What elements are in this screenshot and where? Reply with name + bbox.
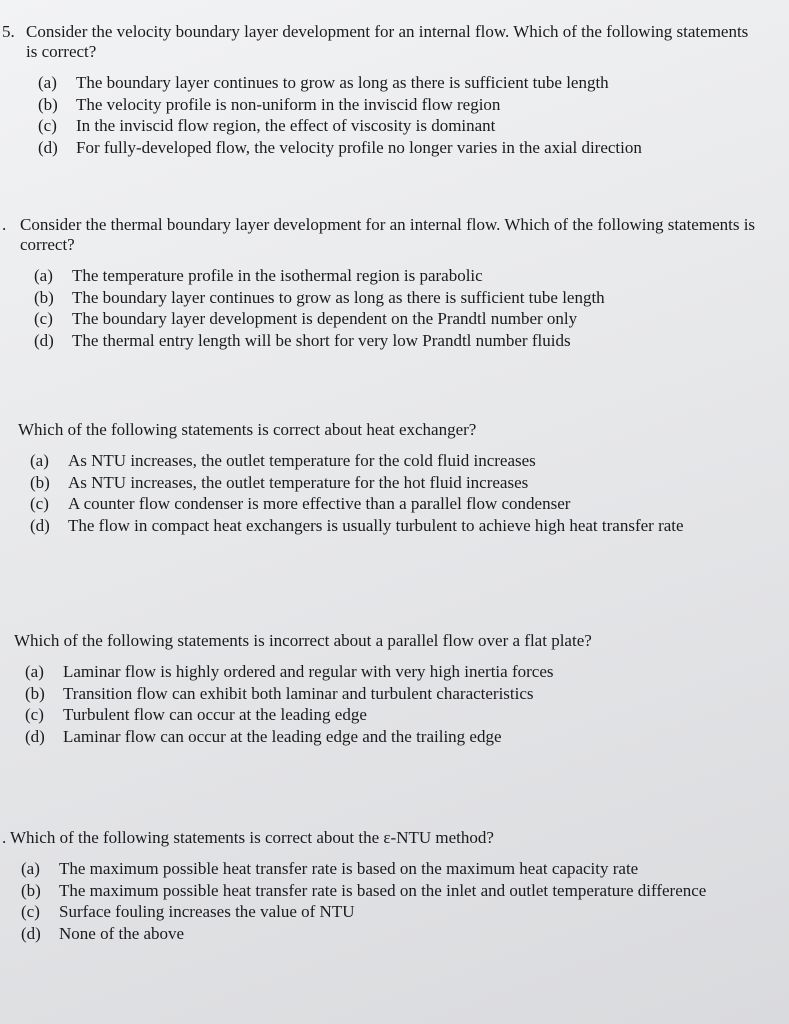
option-c (25, 704, 760, 726)
option-c (21, 901, 760, 923)
question-e-ntu-method (0, 828, 760, 944)
option-label: (b) (21, 880, 41, 900)
option-a (30, 450, 760, 472)
option-text: The velocity profile is non-uniform in the inviscid flow region (76, 94, 501, 114)
option-label: (c) (25, 705, 44, 724)
option-label: (b) (25, 683, 45, 703)
option-text: Laminar flow is highly ordered and regular with very high inertia forces (63, 662, 554, 681)
option-text: The thermal entry length will be short for very low Prandtl number fluids (72, 330, 571, 350)
option-a (25, 661, 760, 683)
option-text: The maximum possible heat transfer rate is based on the inlet and outlet temperature difference (59, 880, 707, 900)
option-label: (a) (21, 859, 40, 878)
question-velocity-boundary-layer (0, 22, 760, 158)
option-label: (b) (38, 94, 58, 114)
option-text: Surface fouling increases the value of NTU (59, 902, 355, 921)
option-label: (d) (34, 330, 54, 350)
option-text: Turbulent flow can occur at the leading edge (63, 705, 367, 724)
question-number: . (2, 828, 7, 847)
option-text: Laminar flow can occur at the leading edge and the trailing edge (63, 726, 502, 746)
question-number: 5. (2, 22, 15, 41)
option-text: The boundary layer continues to grow as long as there is sufficient tube length (76, 73, 609, 92)
option-label: (a) (34, 266, 53, 285)
option-label: (a) (38, 73, 57, 92)
question-text: Which of the following statements is correct about heat exchanger? (18, 420, 477, 439)
option-label: (c) (30, 494, 49, 513)
question-text: Consider the velocity boundary layer development for an internal flow. Which of the following statements is correct? (26, 22, 749, 61)
option-list (30, 450, 760, 536)
question-text: Which of the following statements is correct about the ε-NTU method? (10, 828, 494, 847)
option-d (34, 330, 760, 352)
option-label: (b) (30, 472, 50, 492)
question-text: Which of the following statements is incorrect about a parallel flow over a flat plate? (14, 631, 592, 650)
option-label: (c) (34, 309, 53, 328)
question-number: . (2, 215, 7, 234)
option-label: (c) (21, 902, 40, 921)
option-b (38, 94, 760, 116)
option-label: (a) (25, 662, 44, 681)
option-a (38, 72, 760, 94)
option-a (21, 858, 760, 880)
option-d (25, 726, 760, 748)
option-label: (d) (25, 726, 45, 746)
option-b (34, 287, 760, 309)
option-text: As NTU increases, the outlet temperature for the hot fluid increases (68, 472, 529, 492)
option-text: The maximum possible heat transfer rate is based on the maximum heat capacity rate (59, 859, 639, 878)
option-text: The flow in compact heat exchangers is usually turbulent to achieve high heat transfer rate (68, 515, 684, 535)
option-label: (d) (21, 923, 41, 943)
option-label: (a) (30, 451, 49, 470)
question-flat-plate-flow (0, 631, 760, 747)
option-d (38, 137, 760, 159)
question-heat-exchanger (0, 420, 760, 536)
option-d (21, 923, 760, 945)
option-text: As NTU increases, the outlet temperature for the cold fluid increases (68, 451, 536, 470)
question-number (0, 631, 14, 651)
option-text: Transition flow can exhibit both laminar and turbulent characteristics (63, 683, 534, 703)
option-text: In the inviscid flow region, the effect of viscosity is dominant (76, 116, 496, 135)
option-label: (b) (34, 287, 54, 307)
option-a (34, 265, 760, 287)
option-list (34, 265, 760, 351)
option-text: The boundary layer continues to grow as long as there is sufficient tube length (72, 287, 605, 307)
option-text: For fully-developed flow, the velocity profile no longer varies in the axial direction (76, 137, 642, 157)
option-list (21, 858, 760, 944)
question-thermal-boundary-layer (0, 215, 760, 351)
option-text: The boundary layer development is dependent on the Prandtl number only (72, 309, 578, 328)
option-label: (d) (30, 515, 50, 535)
option-text: The temperature profile in the isothermal region is parabolic (72, 266, 483, 285)
option-b (21, 880, 760, 902)
option-b (25, 683, 760, 705)
option-c (34, 308, 760, 330)
option-text: A counter flow condenser is more effective than a parallel flow condenser (68, 494, 571, 513)
question-number (0, 420, 18, 440)
option-list (38, 72, 760, 158)
option-list (25, 661, 760, 747)
option-d (30, 515, 760, 537)
option-text: None of the above (59, 923, 185, 943)
option-c (38, 115, 760, 137)
option-label: (c) (38, 116, 57, 135)
option-c (30, 493, 760, 515)
question-text: Consider the thermal boundary layer development for an internal flow. Which of the following statements is correct? (20, 215, 756, 254)
option-label: (d) (38, 137, 58, 157)
option-b (30, 472, 760, 494)
